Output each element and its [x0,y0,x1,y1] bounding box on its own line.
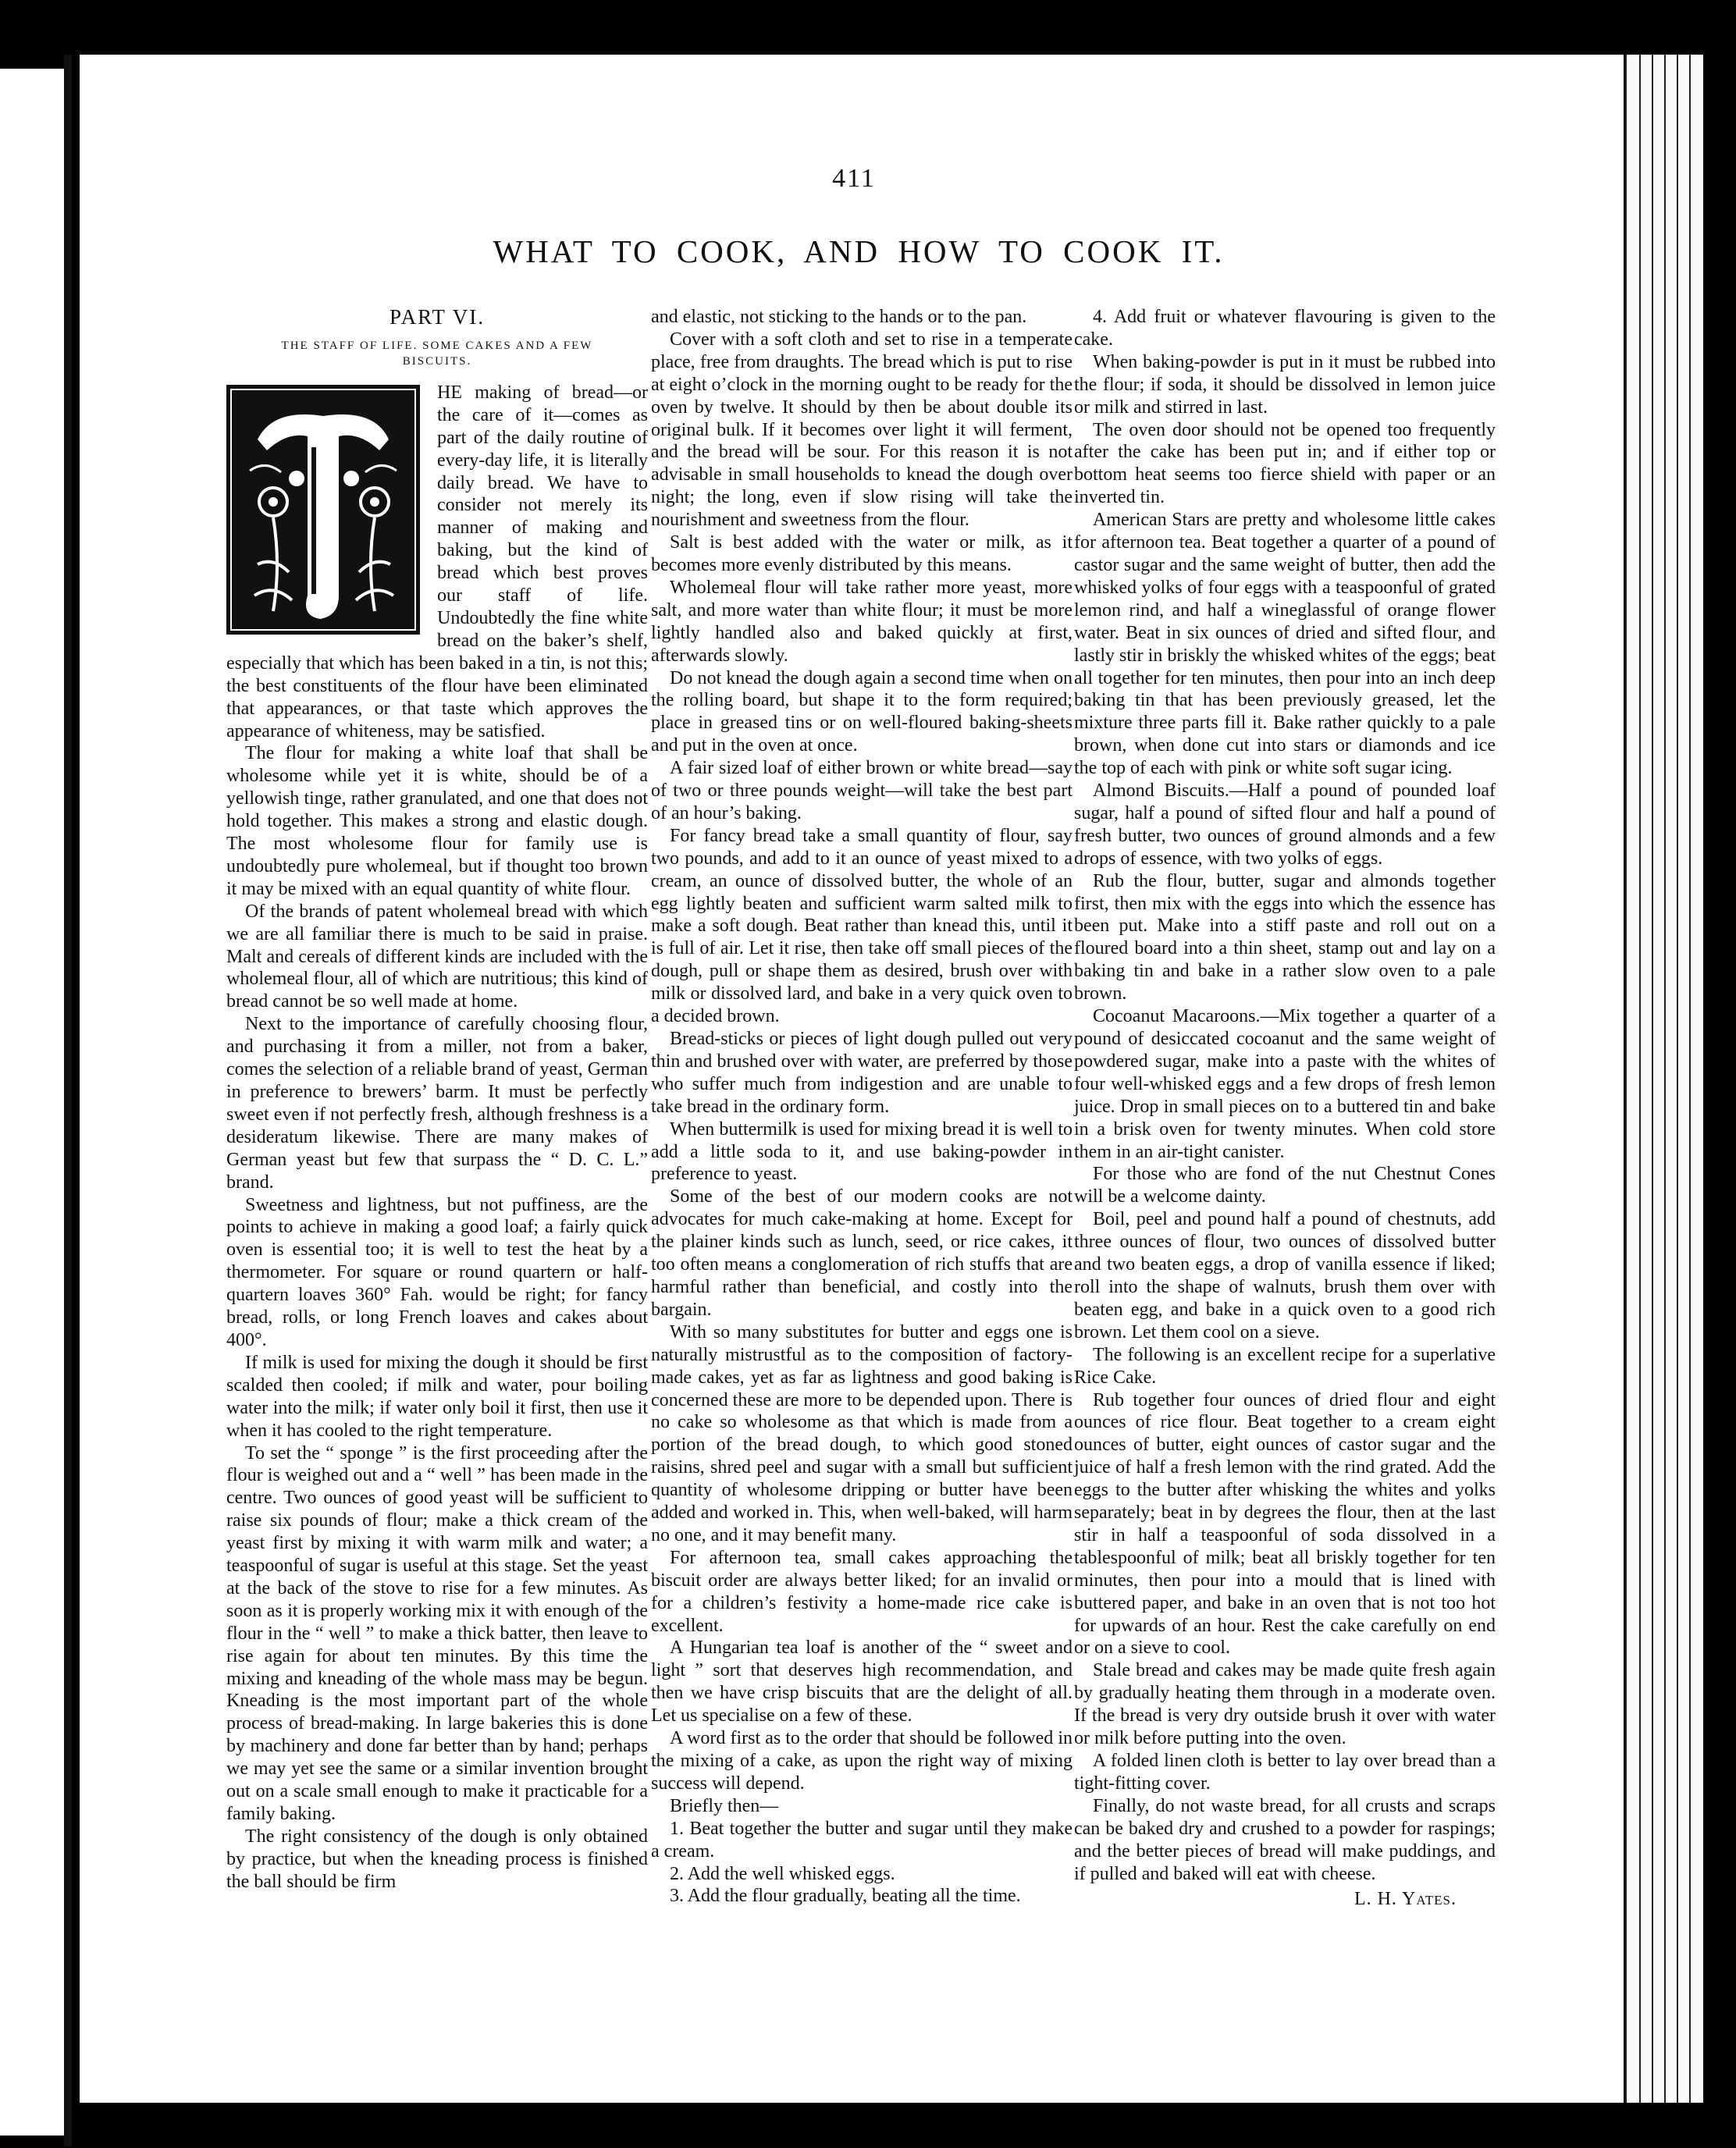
paragraph: A Hungarian tea loaf is another of the “ sweet and light ” sort that deserves high recommendation, and then we have crisp biscuits that are the delight of all. Let us specialise on a few of these. [651,1638,1073,1727]
page-edge [1689,55,1703,2103]
paragraph: To set the “ sponge ” is the first proceeding after the flour is weighed out and a “ well ” has been made in the centre. Two ounces of good yeast will be sufficient to raise six pounds of flour; make a thick cream of the yeast first by mixing it with warm milk and water; a teaspoonful of sugar is useful at this stage. Set the yeast at the back of the stove to rise for a few minutes. As soon as it is properly working mix it with enough of the flour in the “ well ” to make a thick batter, then leave to rise again for about ten minutes. By this time the mixing and kneading of the whole mass may be begun. Kneading is the most important part of the whole process of bread-making. In large bakeries this is done by machinery and done far better than by hand; perhaps we may yet see the same or a similar invention brought out on a scale small enough to make it practicable for a family baking. [226,1442,648,1824]
paragraph: Almond Biscuits.—Half a pound of pounded loaf sugar, half a pound of sifted flour and half a pound of fresh butter, two ounces of ground almonds and a few drops of essence, with two yolks of eggs. [1074,781,1496,869]
part-heading: PART VI. [390,305,485,329]
paragraph: For afternoon tea, small cakes approaching the biscuit order are always better liked; for an invalid or for a children’s festivity a home-made rice cake is excellent. [651,1547,1073,1636]
author-signature: L. H. Yates. [1354,1889,1457,1910]
paragraph: With so many substitutes for butter and eggs one is naturally mistrustful as to the composition of factory-made cakes, yet as far as lightness and good baking is concerned these are more to be depended upon. There is no cake so wholesome as that which is made from a portion of the bread dough, to which good stoned raisins, shred peel and sugar with a small but sufficient quantity of wholesome dripping or butter have been added and worked in. This, when well-baked, will harm no one, and it may benefit many. [651,1321,1073,1545]
paragraph: Briefly then— [670,1795,779,1816]
paragraph: When buttermilk is used for mixing bread it is well to add a little soda to it, and use baking-powder in preference to yeast. [651,1118,1073,1185]
paragraph: Finally, do not waste bread, for all crusts and scraps can be baked dry and crushed to a powder for raspings; and the better pieces of bread will make puddings, and if pulled and baked will eat with cheese. [1074,1795,1496,1884]
paragraph: For fancy bread take a small quantity of flour, say two pounds, and add to it an ounce of yeast mixed to a cream, an ounce of dissolved butter, the whole of an egg lightly beaten and sufficient warm salted milk to make a soft dough. Beat rather than knead this, until it is full of air. Let it rise, then take off small pieces of the dough, pull or shape them as desired, brush over with milk or dissolved lard, and bake in a very quick oven to a decided brown. [651,825,1073,1027]
paragraph: If milk is used for mixing the dough it should be first scalded then cooled; if milk and water, pour boiling water into the milk; if water only boil it first, then use it when it has cooled to the right temperature. [226,1352,648,1441]
paragraph: Salt is best added with the water or milk, as it becomes more evenly distributed by this means. [651,532,1073,575]
paragraph: Cover with a soft cloth and set to rise in a temperate place, free from draughts. The bread which is put to rise at eight o’clock in the morning ought to be ready for the oven by twelve. It should by then be about double its original bulk. If it becomes over light it will ferment, and the bread will be sour. For this reason it is not advisable in small households to knead the dough over night; the long, even if slow rising will take the nourishment and sweetness from the flour. [651,329,1073,531]
paragraph: Wholemeal flour will take rather more yeast, more salt, and more water than white flour; it must be more lightly handled also and baked quickly at first, afterwards slowly. [651,577,1073,666]
paragraph: HE making of bread—or the care of it—comes as part of the daily routine of every-day life, it is literally daily bread. We have to consider not merely its manner of making and baking, but the kind of bread which best proves our staff of life. Undoubtedly the fine white bread on the baker’s shelf, especially that which has been baked in a tin, is not this; the best constituents of the flour have been eliminated that appearances, or that taste which approves the appearance of whiteness, may be satisfied. [226,382,648,741]
page-number: 411 [832,164,876,193]
page-edge [1677,55,1689,2103]
paragraph: A fair sized loaf of either brown or white bread—say of two or three pounds weight—will take the best part of an hour’s baking. [651,758,1073,823]
page-edge [1625,55,1639,2103]
paragraph: A word first as to the order that should be followed in the mixing of a cake, as upon the right way of mixing success will depend. [651,1728,1073,1794]
paragraph: 4. Add fruit or whatever flavouring is given to the cake. [1074,307,1496,350]
paragraph: Sweetness and lightness, but not puffiness, are the points to achieve in making a good loaf; a fairly quick oven is essential too; it is well to test the heat by a thermometer. For square or round quartern or half-quartern loaves 360° Fah. would be right; for fancy bread, rolls, or long French loaves and cakes about 400°. [226,1194,648,1350]
article-title: WHAT TO COOK, AND HOW TO COOK IT. [493,233,1225,269]
paragraph: Rub together four ounces of dried flour and eight ounces of rice flour. Beat together to a cream eight ounces of butter, eight ounces of castor sugar and the juice of half a fresh lemon with the rind grated. Add the eggs to the butter after whisking the whites and yolks separately; beat in by degrees the flour, then at the last stir in half a teaspoonful of soda dissolved in a tablespoonful of milk; beat all briskly together for ten minutes, then pour into a mould that is lined with buttered paper, and bake in an oven that is not too hot for upwards of an hour. Rest the cake carefully on end or on a sieve to cool. [1074,1389,1496,1659]
paragraph: The following is an excellent recipe for a superlative Rice Cake. [1074,1344,1496,1388]
paragraph: Boil, peel and pound half a pound of chestnuts, add three ounces of flour, two ounces of dissolved butter and two beaten eggs, a drop of vanilla essence if liked; roll into the shape of walnuts, brush them over with beaten egg, and bake in a quick oven to a good rich brown. Let them cool on a sieve. [1074,1209,1496,1342]
paragraph: Some of the best of our modern cooks are not advocates for much cake-making at home. Except for the plainer kinds such as lunch, seed, or rice cakes, it too often means a conglomeration of rich stuffs that are harmful rather than beneficial, and costly into the bargain. [651,1186,1073,1320]
section-subtitle: THE STAFF OF LIFE. SOME CAKES AND A FEW BISCUITS. [281,339,593,368]
paragraph: Stale bread and cakes may be made quite fresh again by gradually heating them through in a moderate oven. If the bread is very dry outside brush it over with water or milk before putting into the oven. [1074,1660,1496,1749]
paragraph: Of the brands of patent wholemeal bread with which we are all familiar there is much to be said in praise. Malt and cereals of different kinds are included with the wholemeal flour, all of which are nutritious; this kind of bread cannot be so well made at home. [226,901,648,1012]
book-gutter [64,55,72,2146]
paragraph: The oven door should not be opened too frequently after the cake has been put in; and if either top or bottom heat seems too fierce shield with paper or an inverted tin. [1074,419,1496,508]
paragraph: Do not knead the dough again a second time when on the rolling board, but shape it to the form required; place in greased tins or on well-floured baking-sheets and put in the oven at once. [651,667,1073,756]
column-3 [1074,306,1496,1911]
page-edge [1639,55,1652,2103]
paragraph: and elastic, not sticking to the hands or to the pan. [651,307,1027,327]
paragraph: Next to the importance of carefully choosing flour, and purchasing it from a miller, not from a baker, comes the selection of a reliable brand of yeast, German in preference to brewers’ barm. It must be perfectly sweet even if not perfectly fresh, although freshness is a desideratum likewise. There are many makes of German yeast but few that surpass the “ D. C. L.” brand. [226,1014,648,1193]
paragraph: Rub the flour, butter, sugar and almonds together first, then mix with the eggs into which the essence has been put. Make into a stiff paste and roll out on a floured board into a thin sheet, stamp out and lay on a baking tin and bake in a rather slow oven to a pale brown. [1074,870,1496,1005]
facing-page-edge [0,69,72,2136]
column-2 [651,306,1073,1908]
page-edge [1664,55,1677,2103]
paragraph: American Stars are pretty and wholesome little cakes for afternoon tea. Beat together a quarter of a pound of castor sugar and the same weight of butter, then add the whisked yolks of four eggs with a teaspoonful of grated lemon rind, and half a wineglassful of orange flower water. Beat in six ounces of dried and sifted flour, and lastly stir in briskly the whisked whites of the eggs; beat all together for ten minutes, then pour into an inch deep baking tin that has been previously greased, let the mixture three parts fill it. Bake rather quickly to a pale brown, when done cut into stars or diamonds and ice the top of each with pink or white soft sugar icing. [1074,510,1496,779]
paragraph: Cocoanut Macaroons.—Mix together a quarter of a pound of desiccated cocoanut and the same weight of powdered sugar, make into a paste with the whites of four well-whisked eggs and a few drops of fresh lemon juice. Drop in small pieces on to a buttered tin and bake in a brisk oven for twenty minutes. When cold store them in an air-tight canister. [1074,1006,1496,1162]
paragraph: 3. Add the flour gradually, beating all the time. [670,1886,1021,1907]
paragraph: Bread-sticks or pieces of light dough pulled out very thin and brushed over with water, are preferred by those who suffer much from indigestion and are unable to take bread in the ordinary form. [651,1029,1073,1117]
decorated-initial [226,385,420,635]
paragraph: For those who are fond of the nut Chestnut Cones will be a welcome dainty. [1074,1164,1496,1207]
paragraph: A folded linen cloth is better to lay over bread than a tight-fitting cover. [1074,1751,1496,1794]
paragraph: 2. Add the well whisked eggs. [670,1863,895,1884]
paragraph: 1. Beat together the butter and sugar until they make a cream. [651,1818,1073,1862]
paragraph: When baking-powder is put in it must be rubbed into the flour; if soda, it should be dissolved in lemon juice or milk and stirred in last. [1074,351,1496,418]
paragraph: The right consistency of the dough is only obtained by practice, but when the kneading process is finished the ball should be firm [226,1826,648,1892]
paragraph: The flour for making a white loaf that shall be wholesome while yet it is white, should be of a yellowish tinge, rather granulated, and one that does not hold together. This makes a strong and elastic dough. The most wholesome flour for family use is undoubtedly pure wholemeal, but if thought too brown it may be mixed with an equal quantity of white flour. [226,743,648,899]
column-1 [226,306,648,1894]
decorated-initial-letter-icon [226,385,420,635]
page-edge [1652,55,1664,2103]
